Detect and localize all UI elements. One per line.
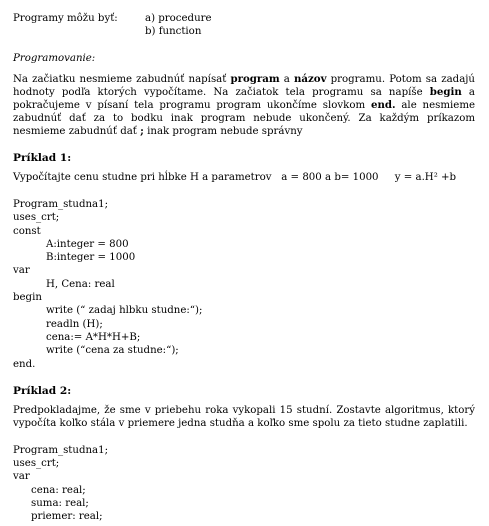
paragraph-text: a xyxy=(279,74,294,85)
program-types-list xyxy=(13,12,475,38)
paragraph-text: Na začiatku nesmieme zabudnúť napísať xyxy=(13,74,231,85)
option-procedure: a) procedure xyxy=(145,13,212,24)
paragraph-keyword: ; xyxy=(140,125,144,137)
code-line: uses_crt; xyxy=(13,458,60,470)
code-line: H, Cena: real xyxy=(46,278,115,290)
code-line: uses_crt; xyxy=(13,212,60,224)
example1-code xyxy=(13,198,475,371)
example2-task: Predpokladajme, že sme v priebehu roka vykopali 15 studní. Zostavte algoritmus, ktorý vypočíta koľko stála v priemere jedna studňa a koľko sme spolu za tieto studne zaplatili. xyxy=(13,404,475,429)
code-line: suma: real; xyxy=(31,498,89,510)
code-line: cena:= A*H*H+B; xyxy=(46,331,141,343)
code-line: end. xyxy=(13,358,36,370)
code-line: var xyxy=(13,471,30,483)
paragraph-keyword: end. xyxy=(370,99,396,111)
code-line: Program_studna1; xyxy=(13,444,109,456)
paragraph-keyword: begin xyxy=(429,86,462,98)
code-line: var xyxy=(13,265,30,277)
code-line: readln (H); xyxy=(46,318,103,330)
code-line: begin xyxy=(13,292,42,304)
paragraph-text: ale nesmieme zabudnúť dať za to bodku inak program nebude ukončený. Za každým príkazom nesmieme zabudnúť dať xyxy=(13,100,476,137)
code-line: write (“ zadaj hlbku studne:“); xyxy=(46,305,203,317)
option-function: b) function xyxy=(145,26,202,37)
code-line: write (“cena za studne:“); xyxy=(46,345,179,357)
code-line: B:integer = 1000 xyxy=(46,252,136,264)
example2-title: Príklad 2: xyxy=(13,384,72,397)
example1-task: Vypočítajte cenu studne pri hĺbke H a parametrov a = 800 a b= 1000 y = a.H² +b xyxy=(13,172,457,183)
code-line: priemer: real; xyxy=(31,511,103,523)
code-line: const xyxy=(13,225,41,237)
programming-paragraph xyxy=(13,73,475,138)
code-line: A:integer = 800 xyxy=(46,238,129,250)
code-line: cena: real; xyxy=(31,484,86,496)
programming-heading: Programovanie: xyxy=(13,53,96,64)
program-types-label: Programy môžu byť: xyxy=(13,13,118,24)
paragraph-text: programu. Potom sa zadajú hodnoty podľa ktorých vypočítame. Na začiatok tela programu sa napíše xyxy=(13,74,475,98)
paragraph-keyword: názov xyxy=(293,73,327,85)
document-page xyxy=(13,12,475,524)
example2-code xyxy=(13,444,475,524)
paragraph-text: inak program nebude správny xyxy=(143,126,303,137)
program-types-options xyxy=(145,12,212,38)
code-line: Program_studna1; xyxy=(13,199,109,210)
paragraph-text: a pokračujeme v písaní tela programu program ukončíme slovkom xyxy=(13,87,476,111)
example1-title: Príklad 1: xyxy=(13,152,72,164)
paragraph-keyword: program xyxy=(230,73,280,85)
